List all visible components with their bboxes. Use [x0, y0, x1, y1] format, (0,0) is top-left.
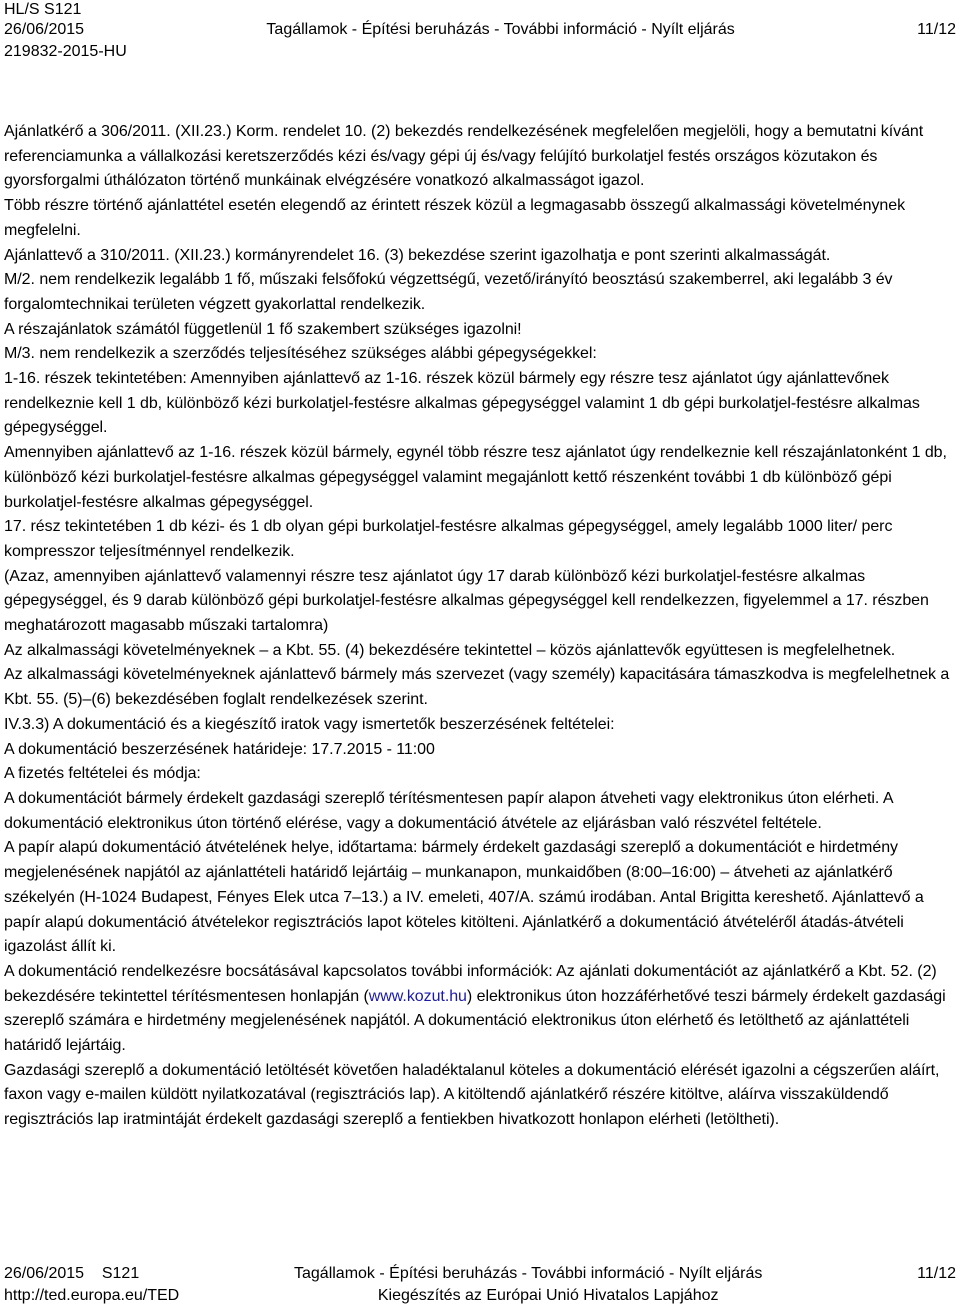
header-date: 26/06/2015: [4, 21, 85, 38]
paragraph: M/3. nem rendelkezik a szerződés teljesítéséhez szükséges alábbi gépegységekkel:: [4, 345, 597, 363]
link-paragraph-after: ) elektronikus úton hozzáférhetővé teszi bármely érdekelt gazdasági szereplő számára e hirdetmény megjelenésének napjától. A dokumentáció elektronikus úton elérhető és letölthető az ajánlattételi határidő lejártáig.: [4, 987, 946, 1055]
paragraph: Ajánlatkérő a 306/2011. (XII.23.) Korm. rendelet 10. (2) bekezdés rendelkezésének megfelelően megjelöli, hogy a bemutatni kívánt referenciamunka a vállalkozási keretszerződés kézi és/vagy gépi új és/vagy felújító burkolatjel festés országos közutakon és gyorsforgalmi úthálózaton történő munkáinak elvégzésére vonatkozó alkalmasságot igazol.: [4, 123, 924, 190]
paragraph: A dokumentáció beszerzésének határideje: 17.7.2015 - 11:00: [4, 740, 435, 758]
header-ref: HL/S S121: [4, 1, 82, 18]
header-notice-id: 219832-2015-HU: [4, 43, 127, 60]
paragraph: (Azaz, amennyiben ajánlattevő valamennyi részre tesz ajánlatot úgy 17 darab különböző kézi burkolatjel-festésre alkalmas gépegységgel, és 9 darab különböző gépi burkolatjel-festésre alkalmas gépegységgel kell rendelkezzen, figyelemmel a 17. részben meghatározott magasabb műszaki tartalomra): [4, 567, 929, 635]
document-body: [4, 120, 958, 1133]
footer-url[interactable]: http://ted.europa.eu/TED: [4, 1287, 180, 1304]
page-header: [4, 0, 956, 66]
paragraph: Ajánlattevő a 310/2011. (XII.23.) kormányrendelet 16. (3) bekezdése szerint igazolhatja e pont szerinti alkalmasságát.: [4, 246, 831, 264]
header-ref-row: [4, 0, 956, 20]
paragraph: A részajánlatok számától függetlenül 1 fő szakembert szükséges igazolni!: [4, 320, 522, 338]
paragraph: IV.3.3) A dokumentáció és a kiegészítő iratok vagy ismertetők beszerzésének feltételei:: [4, 715, 615, 733]
footer-title: Tagállamok - Építési beruházás - További információ - Nyílt eljárás: [294, 1265, 763, 1282]
footer-publisher: Kiegészítés az Európai Unió Hivatalos Lapjához: [377, 1287, 719, 1304]
paragraph: A dokumentációt bármely érdekelt gazdasági szereplő térítésmentesen papír alapon átveheti vagy elektronikus úton elérheti. A dokumentáció elektronikus úton történő elérése, vagy a dokumentáció átvétele az eljárásban való részvétel feltétele.: [4, 789, 893, 832]
paragraph: M/2. nem rendelkezik legalább 1 fő, műszaki felsőfokú végzettségű, vezető/irányító beosztású szakemberrel, aki legalább 3 év forgalomtechnikai területen végzett gyakorlattal rendelkezik.: [4, 271, 893, 313]
footer-date-series: 26/06/2015 S121: [4, 1265, 140, 1282]
paragraph-with-link: [4, 960, 958, 1059]
kozut-website-link[interactable]: www.kozut.hu: [368, 987, 467, 1005]
paragraph: Az alkalmassági követelményeknek ajánlattevő bármely más szervezet (vagy személy) kapacitására támaszkodva is megfelelhetnek a Kbt. 55. (5)–(6) bekezdésében foglalt rendelkezések szerint.: [4, 666, 950, 709]
header-id-row: [4, 42, 956, 66]
paragraph: Az alkalmassági követelményeknek – a Kbt. 55. (4) bekezdésére tekintettel – közös ajánlattevők együttesen is megfelelhetnek.: [4, 641, 896, 659]
paragraph: 1-16. részek tekintetében: Amennyiben ajánlattevő az 1-16. részek közül bármely egy részre tesz ajánlatot úgy ajánlattevőnek rendelkeznie kell 1 db, különböző kézi burkolatjel-festésre alkalmas gépegységgel valamint 1 db gépi burkolatjel-festésre alkalmas gépegységgel.: [4, 370, 920, 437]
footer-page-number: 11/12: [917, 1265, 956, 1282]
header-page-number: 11/12: [917, 21, 956, 38]
paragraph: Amennyiben ajánlattevő az 1-16. részek közül bármely, egynél több részre tesz ajánlatot úgy rendelkeznie kell részajánlatonként 1 db, különböző kézi burkolatjel-festésre alkalmas gépegységgel valamint megajánlott kettő részenként további 1 db különböző gépi burkolatjel-festésre alkalmas gépegységgel.: [4, 444, 947, 511]
link-paragraph-before: A dokumentáció rendelkezésre bocsátásával kapcsolatos további információk: Az ajánlati dokumentációt az ajánlatkérő a Kbt. 52. (2) bekezdésére tekintettel térítésmentesen honlapján (: [4, 962, 937, 1005]
paragraph: A papír alapú dokumentáció átvételének helye, időtartama: bármely érdekelt gazdasági szereplő a dokumentációt e hirdetmény megjelenésének napjától az ajánlattételi határidő lejártáig – munkanapon, munkaidőben (8:00–16:00) – átveheti az ajánlatkérő székelyén (H-1024 Budapest, Fényes Elek utca 7–13.) a IV. emeleti, 407/A. számú irodában. Antal Brigitta kereshető. Ajánlattevő a papír alapú dokumentáció átvételekor regisztrációs lapot köteles kitölteni. Ajánlatkérő a dokumentáció átvételéről átadás-átvételi igazolást állít ki.: [4, 839, 924, 956]
header-title-row: [4, 20, 956, 42]
paragraph: Gazdasági szereplő a dokumentáció letöltését követően haladéktalanul köteles a dokumentáció elérését igazolni a cégszerűen aláírt, faxon vagy e-mailen küldött nyilatkozatával (regisztrációs lap). A kitöltendő ajánlatkérő részére kitöltve, aláírva visszaküldendő regisztrációs lap iratmintáját érdekelt gazdasági szereplő a fentiekben hivatkozott honlapon elérheti (letöltheti).: [4, 1061, 940, 1129]
footer-source-row: [4, 1286, 956, 1310]
paragraph: A fizetés feltételei és módja:: [4, 765, 201, 783]
paragraph: Több részre történő ajánlattétel esetén elegendő az érintett részek közül a legmagasabb összegű alkalmassági követelménynek megfelelni.: [4, 197, 906, 239]
footer-title-row: [4, 1264, 956, 1286]
header-title: Tagállamok - Építési beruházás - További információ - Nyílt eljárás: [266, 21, 735, 38]
paragraph: 17. rész tekintetében 1 db kézi- és 1 db olyan gépi burkolatjel-festésre alkalmas gépegységgel, amely legalább 1000 liter/ perc kompresszor teljesítménnyel rendelkezik.: [4, 518, 893, 560]
page-footer: [4, 1264, 956, 1310]
